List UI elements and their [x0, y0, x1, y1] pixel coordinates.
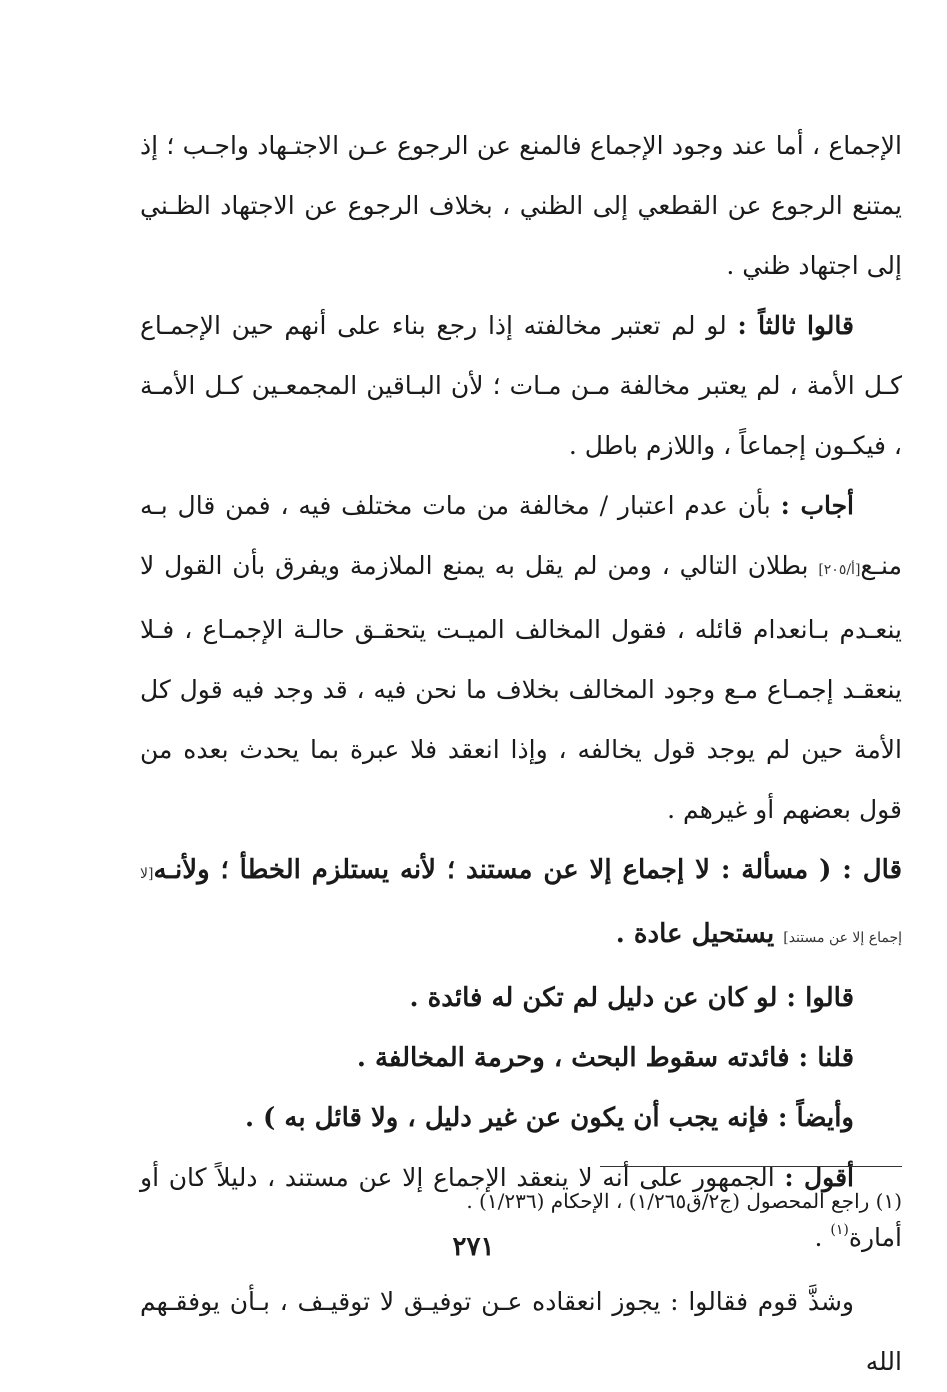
footnote-reference: (١): [830, 1222, 849, 1238]
page-number: ٢٧١: [452, 1232, 495, 1262]
paragraph: وشذَّ قوم فقالوا : يجوز انعقاده عـن توفيـق لا توقيـف ، بـأن يوفقـهم الله: [140, 1287, 902, 1376]
matn-line: وأيضاً : فإنه يجب أن يكون عن غير دليل ، ولا قائل به ) .: [244, 1103, 854, 1133]
matn-text-continued: يستحيل عادة .: [615, 919, 784, 949]
footnote: (١) راجع المحصول (ج٢/ق١/٢٦٥) ، الإحكام (١/٢٣٦) .: [466, 1189, 902, 1213]
matn-text: ( مسألة : لا إجماع إلا عن مستند ؛ لأنه يستلزم الخطأ ؛ ولأنـه: [153, 855, 843, 885]
matn-line: قلنا : فائدته سقوط البحث ، وحرمة المخالفة .: [356, 1043, 854, 1073]
paragraph: [140, 116, 902, 296]
commentary-lead: أقول :: [784, 1163, 854, 1192]
paragraph: [140, 296, 902, 476]
matn-line: قالوا : لو كان عن دليل لم تكن له فائدة .: [409, 983, 854, 1013]
paragraph-text: الإجماع ، أما عند وجود الإجماع فالمنع عن الرجوع عـن الاجتـهاد واجـب ؛ إذ يمتنع الرجوع عن القطعي إلى الظني ، بخلاف الرجوع عن الاجتهاد الظـني إلى اجتهاد ظني .: [140, 131, 902, 280]
commentary-end: .: [814, 1223, 831, 1252]
matn-paragraph: [140, 840, 902, 968]
paragraph: [140, 476, 902, 840]
margin-heading: [لا إجماع إلا عن مستند]: [140, 866, 902, 946]
paragraph-lead: قالوا ثالثاً :: [737, 311, 854, 340]
commentary-text: الجمهور على أنه لا ينعقد الإجماع إلا عن مستند ، دليلاً كان أو أمارة: [140, 1163, 902, 1252]
folio-marker: [أ/٢٠٥]: [818, 562, 861, 578]
matn-lead: قال :: [842, 855, 903, 885]
paragraph-text: بأن عدم اعتبار / مخالفة من مات مختلف فيه ، فمن قال بـه منـع: [140, 491, 902, 580]
paragraph-text-continued: بطلان التالي ، ومن لم يقل به يمنع الملازمة ويفرق بأن القول لا ينعـدم بـانعدام قائله ، فقول المخالف الميـت يتحقـق حالـة الإجمـاع ، فـلا ينعقـد إجمـاع مـع وجود المخالف بخلاف ما نحن فيه ، قد وجد فيه قول كل الأمة حين لم يوجد قول يخالفه ، وإذا انعقد فلا عبرة بما يحدث بعده من قول بعضهم أو غيرهم .: [140, 551, 902, 824]
footnote-separator: [600, 1166, 902, 1167]
paragraph-text: لو لم تعتبر مخالفته إذا رجع بناء على أنهم حين الإجمـاع كـل الأمة ، لم يعتبر مخالفة مـن مـات ؛ لأن البـاقين المجمعـين كـل الأمـة ، فيكـون إجماعاً ، واللازم باطل .: [140, 311, 902, 460]
paragraph-lead: أجاب :: [780, 491, 854, 520]
